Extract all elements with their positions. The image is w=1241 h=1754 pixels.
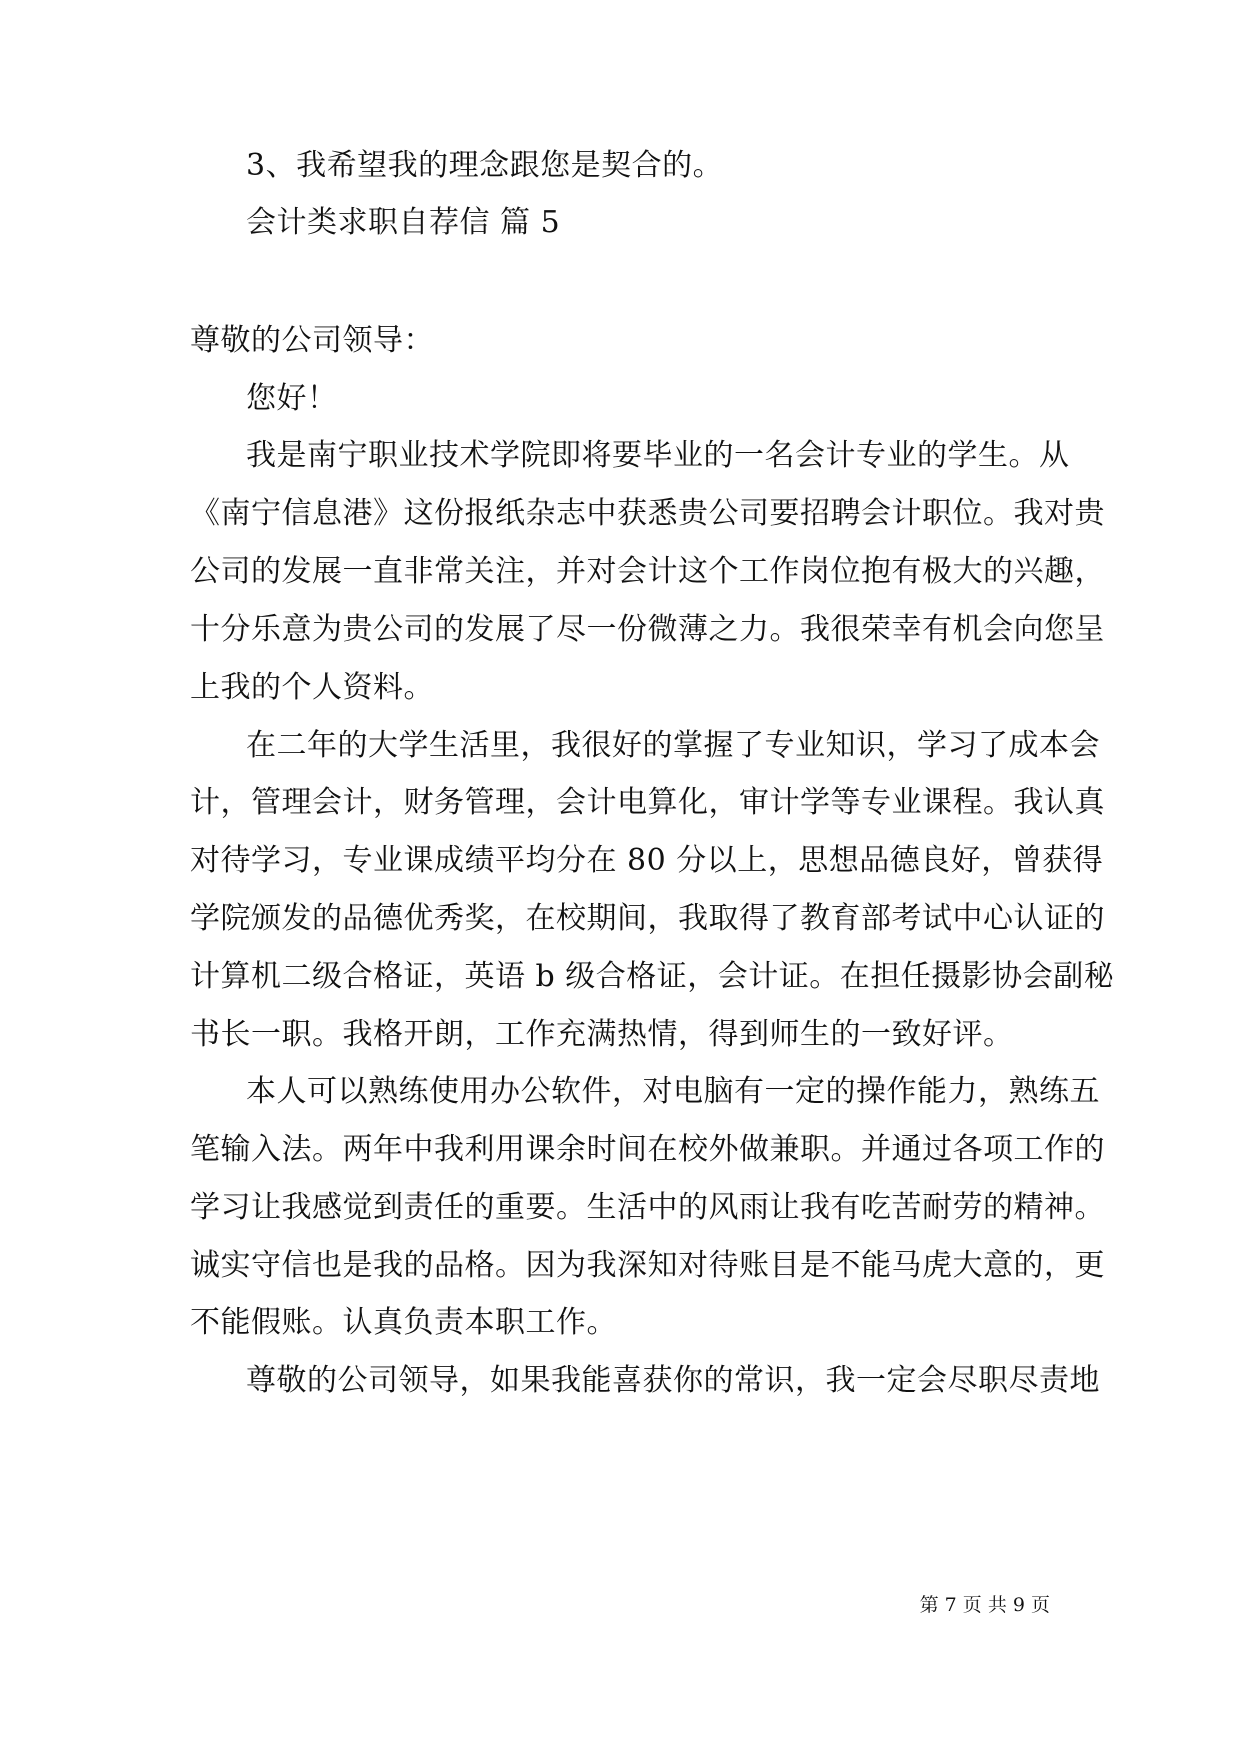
paragraph-line: 在二年的大学生活里，我很好的掌握了专业知识，学习了成本会 (246, 728, 1100, 763)
paragraph-line: 对待学习，专业课成绩平均分在 80 分以上，思想品德良好，曾获得 (190, 843, 1104, 878)
page-number: 第 7 页 共 9 页 (919, 1594, 1050, 1616)
paragraph-line: 上我的个人资料。 (190, 670, 434, 705)
paragraph-line: 学习让我感觉到责任的重要。生活中的风雨让我有吃苦耐劳的精神。 (190, 1190, 1105, 1225)
greeting: 您好！ (246, 381, 338, 416)
paragraph-line: 《南宁信息港》这份报纸杂志中获悉贵公司要招聘会计职位。我对贵 (190, 496, 1105, 531)
section-heading: 会计类求职自荐信 篇 5 (246, 205, 561, 240)
paragraph-line: 公司的发展一直非常关注，并对会计这个工作岗位抱有极大的兴趣， (190, 554, 1105, 589)
list-item-3: 3、我希望我的理念跟您是契合的。 (246, 148, 724, 183)
paragraph-line: 计，管理会计，财务管理，会计电算化，审计学等专业课程。我认真 (190, 785, 1105, 820)
paragraph-line: 笔输入法。两年中我利用课余时间在校外做兼职。并通过各项工作的 (190, 1132, 1105, 1167)
paragraph-line: 计算机二级合格证，英语 b 级合格证，会计证。在担任摄影协会副秘 (190, 959, 1115, 994)
salutation: 尊敬的公司领导： (190, 323, 434, 358)
paragraph-line: 诚实守信也是我的品格。因为我深知对待账目是不能马虎大意的，更 (190, 1248, 1105, 1283)
paragraph-line: 学院颁发的品德优秀奖，在校期间，我取得了教育部考试中心认证的 (190, 901, 1105, 936)
paragraph-line: 尊敬的公司领导，如果我能喜获你的常识，我一定会尽职尽责地 (246, 1363, 1100, 1398)
paragraph-line: 十分乐意为贵公司的发展了尽一份微薄之力。我很荣幸有机会向您呈 (190, 612, 1105, 647)
paragraph-line: 我是南宁职业技术学院即将要毕业的一名会计专业的学生。从 (246, 438, 1070, 473)
paragraph-line: 不能假账。认真负责本职工作。 (190, 1305, 617, 1340)
paragraph-line: 书长一职。我格开朗，工作充满热情，得到师生的一致好评。 (190, 1017, 1014, 1052)
paragraph-line: 本人可以熟练使用办公软件，对电脑有一定的操作能力，熟练五 (246, 1074, 1100, 1109)
